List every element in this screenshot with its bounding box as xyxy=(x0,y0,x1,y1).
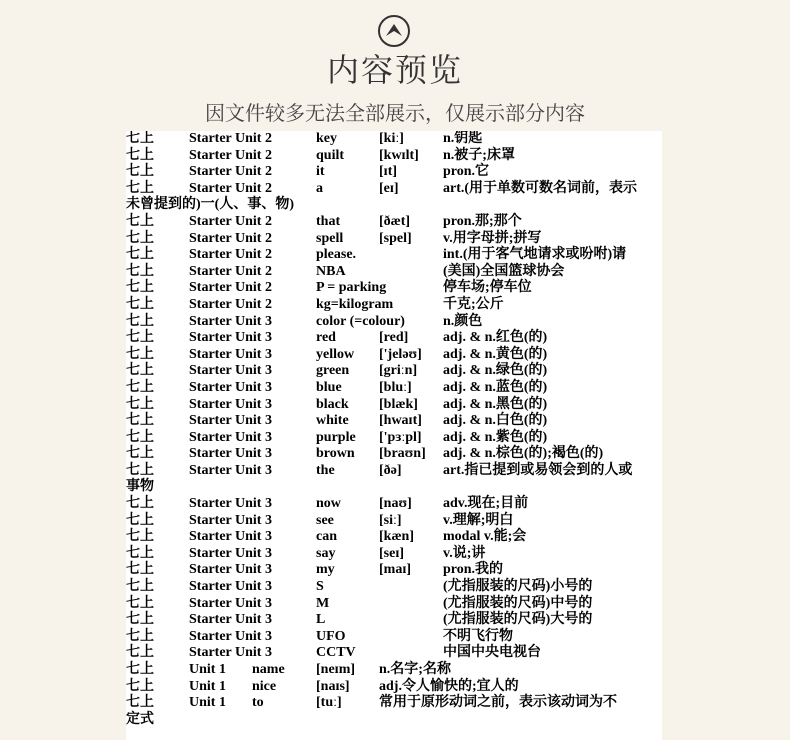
meaning-continuation: 事物 xyxy=(126,479,154,495)
meaning-cell: adj. & n.紫色(的) xyxy=(443,429,548,445)
unit-cell: Unit 1 xyxy=(189,695,226,711)
vocab-row xyxy=(126,463,662,480)
grade-cell: 七上 xyxy=(126,595,154,611)
meaning-cell: (尤指服装的尺码)中号的 xyxy=(443,595,593,611)
meaning-cell: n.颜色 xyxy=(443,313,483,329)
word-cell: UFO xyxy=(316,628,346,644)
grade-cell: 七上 xyxy=(126,147,154,163)
vocab-row xyxy=(126,596,662,613)
grade-cell: 七上 xyxy=(126,462,154,478)
word-cell: quilt xyxy=(316,147,345,163)
unit-cell: Starter Unit 3 xyxy=(189,579,272,595)
phonetic-cell: [naɪs] xyxy=(316,678,350,694)
vocab-row xyxy=(126,413,662,430)
word-cell: my xyxy=(316,562,335,578)
word-cell: CCTV xyxy=(316,645,356,661)
vocab-row xyxy=(126,231,662,248)
vocab-row xyxy=(126,695,662,712)
vocab-row xyxy=(126,164,662,181)
unit-cell: Starter Unit 3 xyxy=(189,545,272,561)
word-cell: please. xyxy=(316,247,357,263)
word-cell: say xyxy=(316,545,336,561)
meaning-continuation: 定式 xyxy=(126,711,154,727)
phonetic-cell: [griːn] xyxy=(379,363,418,379)
meaning-cell: pron.那;那个 xyxy=(443,213,522,229)
grade-cell: 七上 xyxy=(126,562,154,578)
meaning-cell: v.说;讲 xyxy=(443,545,486,561)
vocab-row xyxy=(126,579,662,596)
phonetic-cell: ['pɜːpl] xyxy=(379,429,422,445)
word-cell: P = parking xyxy=(316,280,387,296)
grade-cell: 七上 xyxy=(126,330,154,346)
document-preview xyxy=(126,131,662,740)
meaning-cell: v.用字母拼;拼写 xyxy=(443,230,542,246)
vocab-row xyxy=(126,148,662,165)
meaning-cell: n.被子;床罩 xyxy=(443,147,515,163)
unit-cell: Starter Unit 3 xyxy=(189,645,272,661)
unit-cell: Starter Unit 3 xyxy=(189,446,272,462)
vocab-row xyxy=(126,529,662,546)
vocab-row xyxy=(126,330,662,347)
phonetic-cell: [braʊn] xyxy=(379,446,426,462)
vocab-row xyxy=(126,430,662,447)
vocab-row xyxy=(126,280,662,297)
unit-cell: Unit 1 xyxy=(189,678,226,694)
meaning-cell: v.理解;明白 xyxy=(443,512,514,528)
grade-cell: 七上 xyxy=(126,645,154,661)
grade-cell: 七上 xyxy=(126,213,154,229)
grade-cell: 七上 xyxy=(126,628,154,644)
phonetic-cell: [kwɪlt] xyxy=(379,147,419,163)
word-cell: white xyxy=(316,413,349,429)
unit-cell: Starter Unit 3 xyxy=(189,396,272,412)
vocab-row xyxy=(126,314,662,331)
vocab-row xyxy=(126,397,662,414)
word-cell: NBA xyxy=(316,263,346,279)
word-cell: brown xyxy=(316,446,355,462)
phonetic-cell: [ðə] xyxy=(379,462,402,478)
phonetic-cell: [kiː] xyxy=(379,131,404,146)
unit-cell: Starter Unit 3 xyxy=(189,346,272,362)
grade-cell: 七上 xyxy=(126,180,154,196)
vocab-row xyxy=(126,297,662,314)
meaning-cell: 停车场;停车位 xyxy=(443,280,532,296)
grade-cell: 七上 xyxy=(126,678,154,694)
page-title: 内容预览 xyxy=(326,51,463,89)
meaning-cell: pron.它 xyxy=(443,164,490,180)
meaning-cell: 中国中央电视台 xyxy=(443,645,541,661)
meaning-cell: 常用于原形动词之前，表示该动词为不 xyxy=(379,695,617,711)
meaning-cell: int.(用于客气地请求或吩咐)请 xyxy=(443,247,627,263)
meaning-cell: adj. & n.红色(的) xyxy=(443,330,548,346)
phonetic-cell: [kæn] xyxy=(379,529,415,545)
phonetic-cell: [spel] xyxy=(379,230,412,246)
word-cell: see xyxy=(316,512,334,528)
phonetic-cell: [maɪ] xyxy=(379,562,412,578)
unit-cell: Starter Unit 3 xyxy=(189,512,272,528)
grade-cell: 七上 xyxy=(126,131,154,146)
grade-cell: 七上 xyxy=(126,446,154,462)
page-subtitle: 因文件较多无法全部展示，仅展示部分内容 xyxy=(205,101,585,125)
vocab-row xyxy=(126,562,662,579)
unit-cell: Starter Unit 3 xyxy=(189,562,272,578)
unit-cell: Starter Unit 3 xyxy=(189,313,272,329)
word-cell: M xyxy=(316,595,330,611)
phonetic-cell: [red] xyxy=(379,330,409,346)
word-cell: blue xyxy=(316,379,342,395)
vocab-row xyxy=(126,645,662,662)
meaning-cell: adj. & n.绿色(的) xyxy=(443,363,548,379)
meaning-cell: adj. & n.黄色(的) xyxy=(443,346,548,362)
unit-cell: Starter Unit 2 xyxy=(189,180,272,196)
unit-cell: Starter Unit 2 xyxy=(189,247,272,263)
word-cell: kg=kilogram xyxy=(316,296,394,312)
word-cell: purple xyxy=(316,429,356,445)
grade-cell: 七上 xyxy=(126,263,154,279)
grade-cell: 七上 xyxy=(126,396,154,412)
meaning-cell: modal v.能;会 xyxy=(443,529,527,545)
phonetic-cell: [eɪ] xyxy=(379,180,399,196)
word-cell: name xyxy=(252,662,285,677)
word-cell: the xyxy=(316,462,335,478)
grade-cell: 七上 xyxy=(126,413,154,429)
phonetic-cell: [ɪt] xyxy=(379,164,398,180)
grade-cell: 七上 xyxy=(126,379,154,395)
phonetic-cell: [seɪ] xyxy=(379,545,405,561)
vocab-row xyxy=(126,131,662,148)
unit-cell: Starter Unit 2 xyxy=(189,296,272,312)
phonetic-cell: [blæk] xyxy=(379,396,418,412)
word-cell: green xyxy=(316,363,350,379)
phonetic-cell: [bluː] xyxy=(379,379,412,395)
vocab-row xyxy=(126,214,662,231)
word-cell: key xyxy=(316,131,337,146)
word-cell: color (=colour) xyxy=(316,313,405,329)
word-cell: spell xyxy=(316,230,344,246)
vocab-row xyxy=(126,629,662,646)
vocab-row xyxy=(126,247,662,264)
unit-cell: Starter Unit 3 xyxy=(189,628,272,644)
phonetic-cell: [ðæt] xyxy=(379,213,411,229)
meaning-cell: 不明飞行物 xyxy=(443,628,513,644)
word-cell: red xyxy=(316,330,336,346)
meaning-cell: adj. & n.白色(的) xyxy=(443,413,548,429)
unit-cell: Starter Unit 3 xyxy=(189,330,272,346)
unit-cell: Unit 1 xyxy=(189,662,226,677)
meaning-cell: (美国)全国篮球协会 xyxy=(443,263,565,279)
meaning-cell: 千克;公斤 xyxy=(443,296,504,312)
unit-cell: Starter Unit 3 xyxy=(189,462,272,478)
phonetic-cell: ['jeləʊ] xyxy=(379,346,422,362)
grade-cell: 七上 xyxy=(126,346,154,362)
unit-cell: Starter Unit 3 xyxy=(189,529,272,545)
grade-cell: 七上 xyxy=(126,545,154,561)
meaning-continuation: 未曾提到的)一(人、事、物) xyxy=(126,197,294,213)
phonetic-cell: [tuː] xyxy=(316,695,342,711)
logo-icon xyxy=(377,14,411,48)
word-cell: L xyxy=(316,612,326,628)
grade-cell: 七上 xyxy=(126,529,154,545)
grade-cell: 七上 xyxy=(126,363,154,379)
vocab-row xyxy=(126,363,662,380)
grade-cell: 七上 xyxy=(126,662,154,677)
vocab-row xyxy=(126,679,662,696)
unit-cell: Starter Unit 3 xyxy=(189,496,272,512)
meaning-cell: art.指已提到或易领会到的人或 xyxy=(443,462,633,478)
vocab-row xyxy=(126,546,662,563)
meaning-cell: adv.现在;目前 xyxy=(443,496,529,512)
grade-cell: 七上 xyxy=(126,164,154,180)
meaning-cell: n.名字;名称 xyxy=(379,662,451,677)
meaning-cell: pron.我的 xyxy=(443,562,504,578)
word-cell: that xyxy=(316,213,341,229)
vocab-row xyxy=(126,612,662,629)
vocabulary-list xyxy=(126,131,662,728)
grade-cell: 七上 xyxy=(126,280,154,296)
unit-cell: Starter Unit 2 xyxy=(189,164,272,180)
grade-cell: 七上 xyxy=(126,695,154,711)
grade-cell: 七上 xyxy=(126,579,154,595)
vocab-row xyxy=(126,662,662,679)
grade-cell: 七上 xyxy=(126,496,154,512)
word-cell: black xyxy=(316,396,349,412)
unit-cell: Starter Unit 3 xyxy=(189,612,272,628)
grade-cell: 七上 xyxy=(126,612,154,628)
word-cell: a xyxy=(316,180,323,196)
vocab-row xyxy=(126,496,662,513)
unit-cell: Starter Unit 3 xyxy=(189,379,272,395)
unit-cell: Starter Unit 3 xyxy=(189,363,272,379)
unit-cell: Starter Unit 2 xyxy=(189,147,272,163)
word-cell: now xyxy=(316,496,341,512)
vocab-row xyxy=(126,347,662,364)
phonetic-cell: [neɪm] xyxy=(316,662,356,677)
grade-cell: 七上 xyxy=(126,313,154,329)
grade-cell: 七上 xyxy=(126,296,154,312)
unit-cell: Starter Unit 2 xyxy=(189,263,272,279)
grade-cell: 七上 xyxy=(126,512,154,528)
meaning-cell: (尤指服装的尺码)小号的 xyxy=(443,579,593,595)
word-cell: can xyxy=(316,529,337,545)
unit-cell: Starter Unit 3 xyxy=(189,413,272,429)
meaning-cell: adj. & n.棕色(的);褐色(的) xyxy=(443,446,604,462)
meaning-cell: adj.令人愉快的;宜人的 xyxy=(379,678,519,694)
meaning-cell: (尤指服装的尺码)大号的 xyxy=(443,612,593,628)
word-cell: nice xyxy=(252,678,277,694)
vocab-row xyxy=(126,264,662,281)
meaning-cell: adj. & n.蓝色(的) xyxy=(443,379,548,395)
meaning-cell: adj. & n.黑色(的) xyxy=(443,396,548,412)
word-cell: S xyxy=(316,579,324,595)
meaning-cell: art.(用于单数可数名词前，表示 xyxy=(443,180,638,196)
grade-cell: 七上 xyxy=(126,230,154,246)
phonetic-cell: [siː] xyxy=(379,512,402,528)
meaning-cell: n.钥匙 xyxy=(443,131,483,146)
vocab-row xyxy=(126,513,662,530)
unit-cell: Starter Unit 3 xyxy=(189,595,272,611)
word-cell: it xyxy=(316,164,325,180)
vocab-row xyxy=(126,446,662,463)
grade-cell: 七上 xyxy=(126,247,154,263)
unit-cell: Starter Unit 2 xyxy=(189,213,272,229)
phonetic-cell: [naʊ] xyxy=(379,496,412,512)
grade-cell: 七上 xyxy=(126,429,154,445)
phonetic-cell: [hwaɪt] xyxy=(379,413,422,429)
vocab-row xyxy=(126,181,662,198)
vocab-row xyxy=(126,380,662,397)
word-cell: yellow xyxy=(316,346,355,362)
unit-cell: Starter Unit 2 xyxy=(189,280,272,296)
unit-cell: Starter Unit 2 xyxy=(189,230,272,246)
unit-cell: Starter Unit 3 xyxy=(189,429,272,445)
unit-cell: Starter Unit 2 xyxy=(189,131,272,146)
word-cell: to xyxy=(252,695,264,711)
